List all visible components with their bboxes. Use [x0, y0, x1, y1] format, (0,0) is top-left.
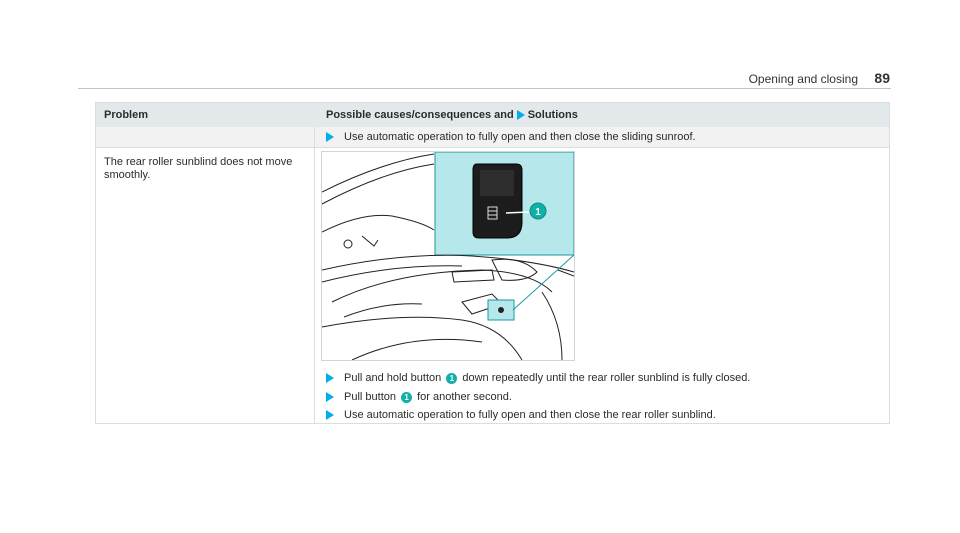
- solution-step: [326, 409, 716, 421]
- section-title: Opening and closing: [748, 72, 858, 86]
- table-header: [96, 103, 889, 127]
- header-rule: [78, 88, 891, 89]
- arrow-right-icon: [326, 132, 334, 142]
- column-header-problem: Problem: [104, 109, 149, 121]
- column-divider: [314, 147, 315, 423]
- door-panel-illustration: [321, 151, 575, 361]
- column-header-solutions-prefix: Possible causes/consequences and: [326, 109, 514, 121]
- column-header-solutions-suffix: Solutions: [527, 109, 578, 121]
- step-text: Pull and hold button 1 down repeatedly until the rear roller sunblind is fully closed.: [344, 372, 751, 384]
- step-text: Pull button 1 for another second.: [344, 391, 512, 403]
- solution-step: [326, 391, 512, 403]
- callout-number-badge: 1: [446, 373, 457, 384]
- step-text: Use automatic operation to fully open and then close the sliding sunroof.: [344, 131, 696, 143]
- empty-problem-cell: [96, 127, 315, 147]
- solution-step: [326, 131, 696, 143]
- arrow-right-icon: [326, 392, 334, 402]
- column-header-solutions: [326, 109, 578, 121]
- arrow-right-icon: [326, 410, 334, 420]
- problem-solution-table: [95, 102, 890, 424]
- callout-number-badge: 1: [401, 392, 412, 403]
- arrow-right-icon: [517, 110, 525, 120]
- row-divider: [96, 147, 889, 148]
- step-text: Use automatic operation to fully open and then close the rear roller sunblind.: [344, 409, 716, 421]
- page-number: 89: [874, 70, 890, 86]
- callout-number: 1: [535, 207, 541, 218]
- table-row: [96, 127, 889, 147]
- solution-step: [326, 372, 750, 384]
- problem-description: The rear roller sunblind does not move smoothly.: [104, 156, 293, 181]
- door-interior-drawing: [322, 152, 574, 360]
- arrow-right-icon: [326, 373, 334, 383]
